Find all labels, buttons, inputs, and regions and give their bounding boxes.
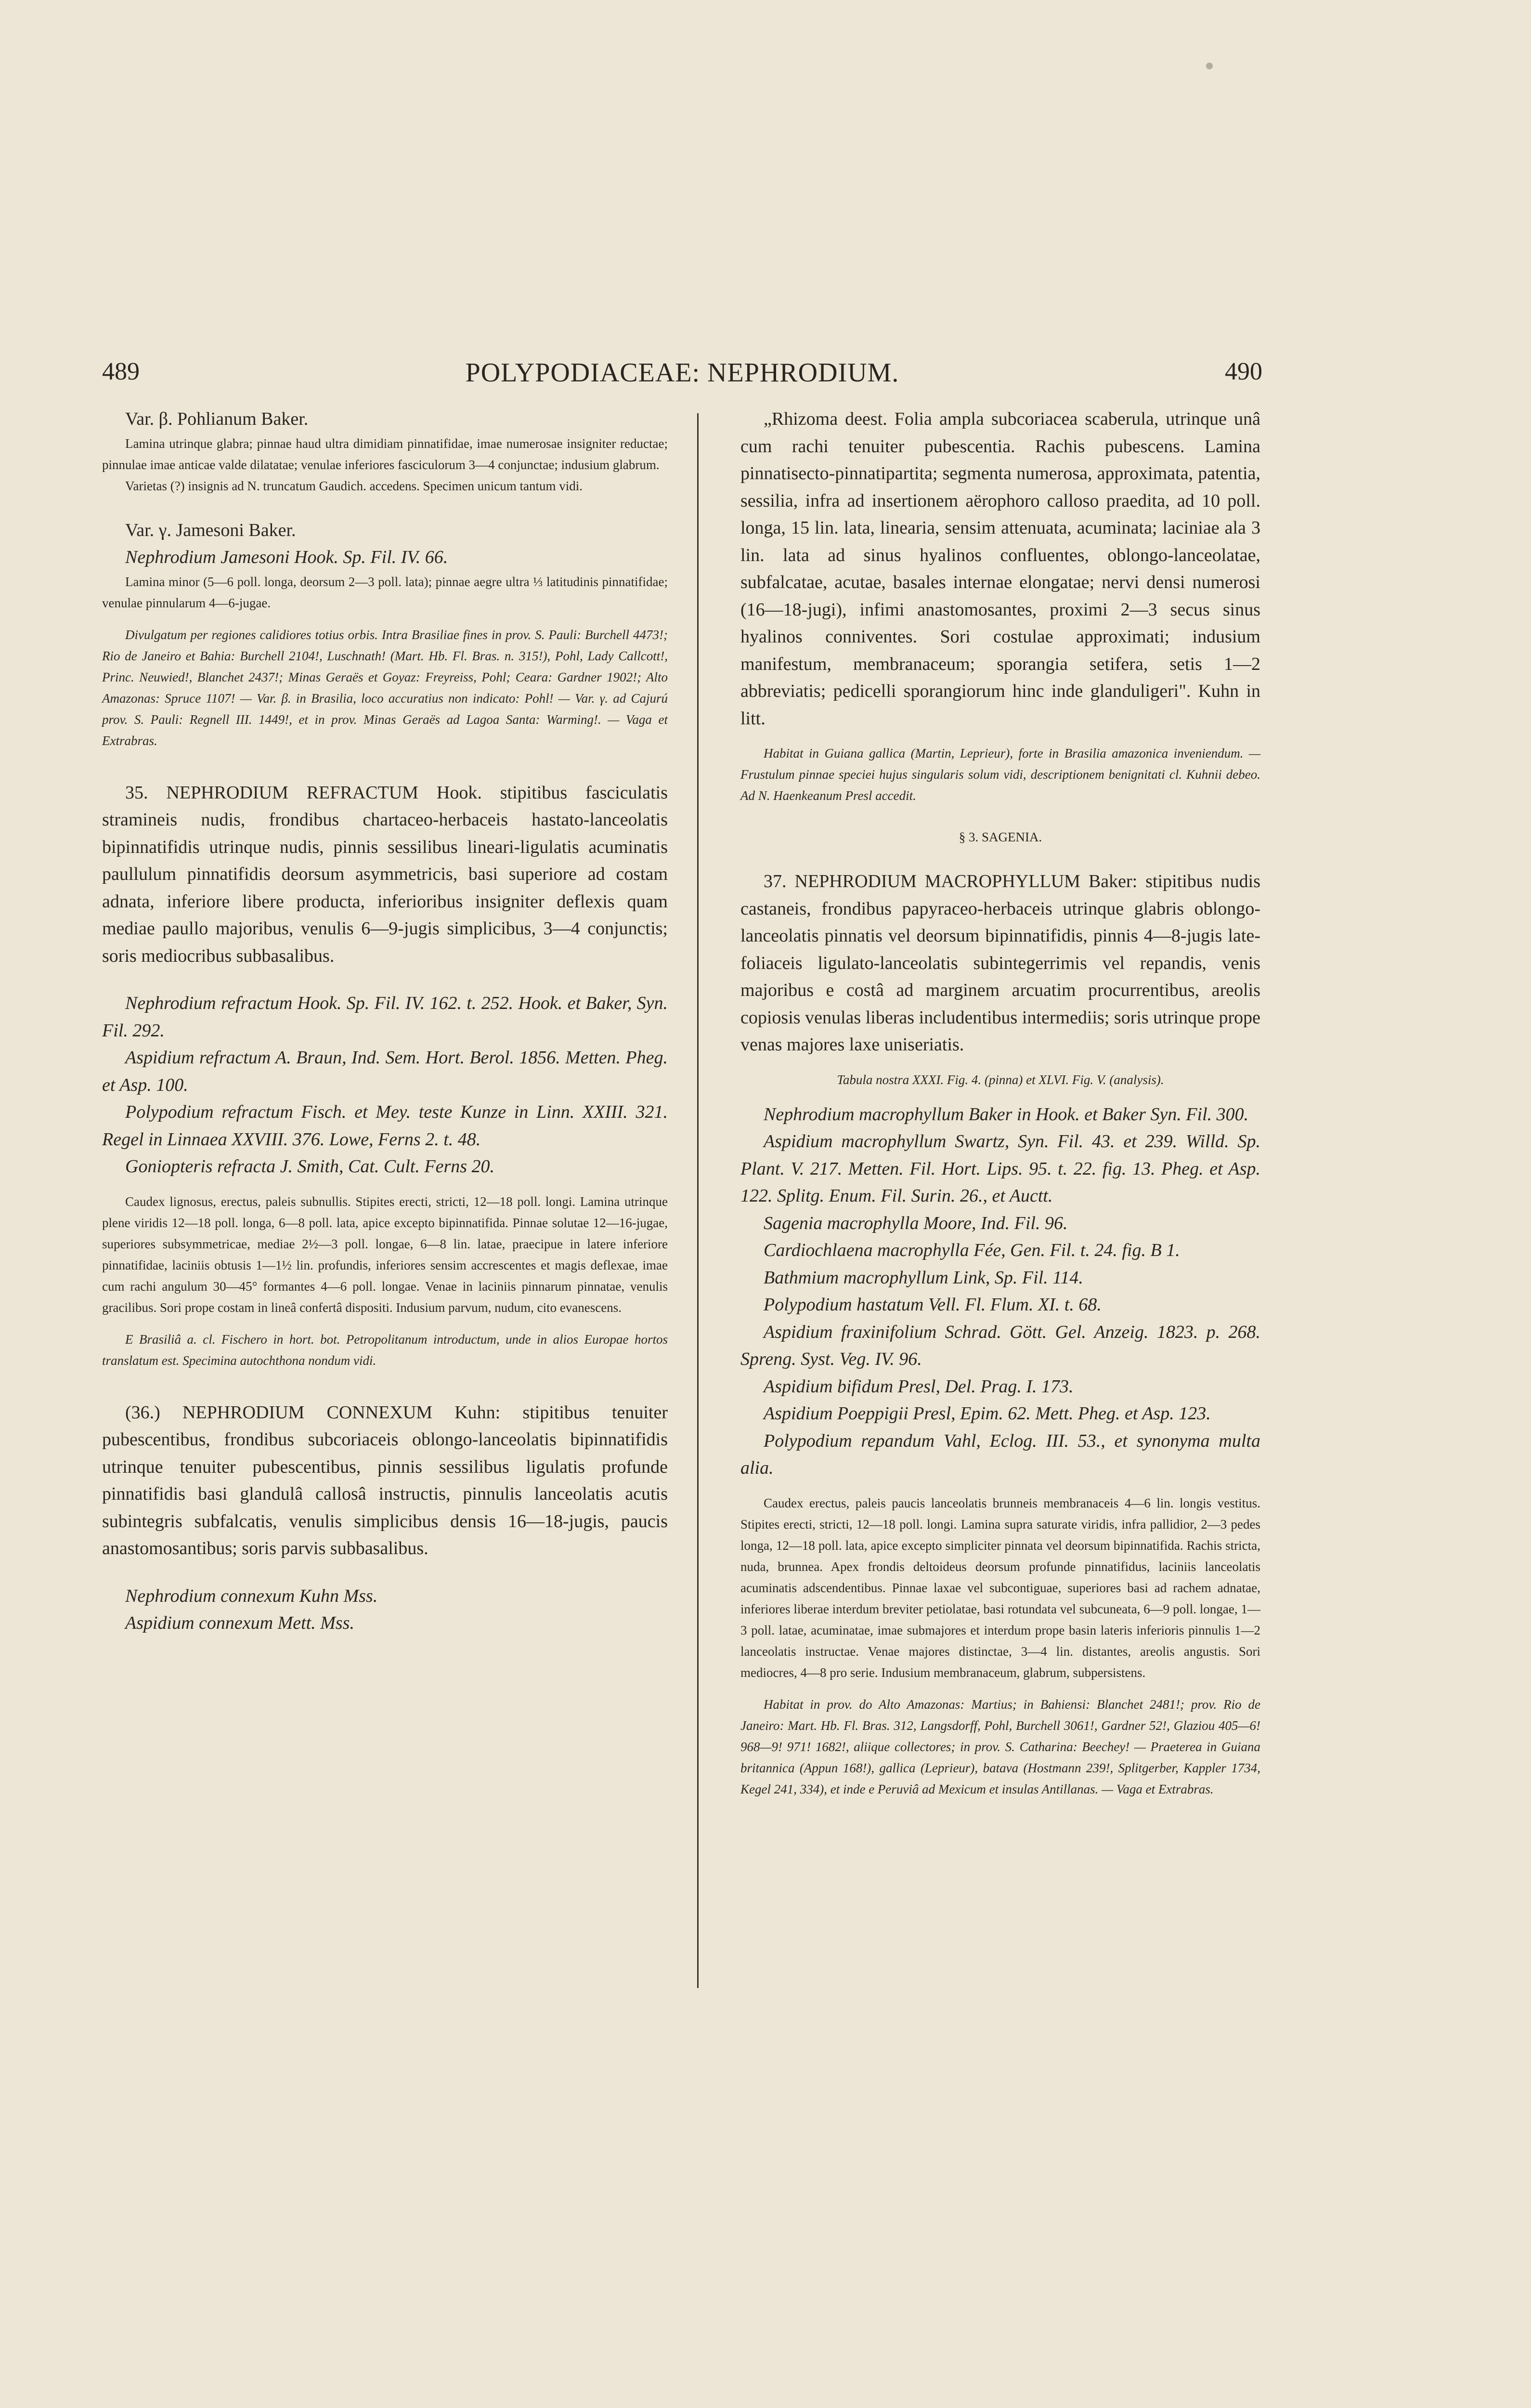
left-paragraph: Caudex lignosus, erectus, paleis subnullis. Stipites erecti, stricti, 12—18 poll. longi. Lamina utrinque plene viridis 12—18 poll. longa, 6—8 poll. lata, apice excepto bipinnatifida. Pinnae solutae 12—16-jugae, superiores subsymmetricae, mediae 2½—3 poll. longae, 6—8 lin. latae, praecipue in latere inferiore pinnatifidae, laciniis obtusis 1—1½ lin. profundis, inferiores sensim accrescentes et magis deflexae, imae cum rachi angulum 30—45° formantes 4—6 poll. longae. Venae in laciniis pinnarum pinnatae, venulis gracilibus. Sori prope costam in lineâ confertâ dispositi. Indusium parvum, nudum, cito evanescens. xyxy=(102,1194,668,1315)
paragraph-gap xyxy=(740,1090,1260,1101)
right-paragraph: Aspidium fraxinifolium Schrad. Gött. Gel. Anzeig. 1823. p. 268. Spreng. Syst. Veg. IV. 96. xyxy=(740,1322,1260,1369)
page-number-left: 489 xyxy=(102,358,140,385)
right-column xyxy=(740,406,1260,1800)
paragraph-gap xyxy=(740,1482,1260,1492)
left-paragraph: Lamina minor (5—6 poll. longa, deorsum 2—3 poll. lata); pinnae aegre ultra ⅓ latitudinis pinnatifidae; venulae pinnularum 4—6-jugae. xyxy=(102,574,668,610)
right-paragraph: Sagenia macrophylla Moore, Ind. Fil. 96. xyxy=(764,1213,1068,1233)
left-paragraph: Polypodium refractum Fisch. et Mey. teste Kunze in Linn. XXIII. 321. Regel in Linnaea XXVIII. 376. Lowe, Ferns 2. t. 48. xyxy=(102,1102,668,1150)
paragraph-gap xyxy=(740,1059,1260,1069)
right-paragraph: 37. NEPHRODIUM MACROPHYLLUM Baker: stipitibus nudis castaneis, frondibus papyraceo-herbaceis utrinque glabris oblongo-lanceolatis pinnatis vel deorsum bipinnatifidis, pinnis 4—8-jugis late-foliaceis ligulato-lanceolatis subintegerrimis vel repandis, venis majoribus e costâ ad marginem arcuatim procurrentibus, areolis copiosis venulas liberas includentibus intermediis; soris utrinque prope venas majores laxe uniseriatis. xyxy=(740,871,1260,1055)
left-paragraph: Goniopteris refracta J. Smith, Cat. Cult. Ferns 20. xyxy=(125,1156,495,1177)
left-paragraph: E Brasiliâ a. cl. Fischero in hort. bot. Petropolitanum introductum, unde in alios Europae hortos translatum est. Specimina autochthona nondum vidi. xyxy=(102,1332,668,1368)
paragraph-gap xyxy=(102,497,668,517)
paragraph-gap xyxy=(102,614,668,624)
column-divider xyxy=(697,413,699,1988)
paragraph-gap xyxy=(102,1318,668,1329)
left-paragraph: Divulgatum per regiones calidiores totius orbis. Intra Brasiliae fines in prov. S. Pauli: Burchell 4473!; Rio de Janeiro et Bahia: Burchell 2104!, Luschnath! (Mart. Hb. Fl. Bras. n. 315!), Pohl, Lady Callcott!, Princ. Neuwied!, Blanchet 2437!; Minas Geraës et Goyaz: Freyreiss, Pohl; Ceara: Gardner 1902!; Alto Amazonas: Spruce 1107! — Var. β. in Brasilia, loco accuratius non indicato: Pohl! — Var. γ. ad Cajurú prov. S. Pauli: Regnell III. 1449!, et in prov. Minas Geraës ad Lagoa Santa: Warming!. — Vaga et Extrabras. xyxy=(102,627,668,748)
paragraph-gap xyxy=(102,1562,668,1583)
left-paragraph: (36.) NEPHRODIUM CONNEXUM Kuhn: stipitibus tenuiter pubescentibus, frondibus subcoriaceis oblongo-lanceolatis bipinnatifidis utrinque tenuiter pubescentibus, pinnis sessilibus ligulatis profunde pinnatifidis basi glandulâ callosâ instructis, pinnulis lanceolatis acutis subintegris subfalcatis, venulis simplicibus densis 16—18-jugis, paucis anastomosantibus; soris parvis subbasalibus. xyxy=(102,1402,668,1558)
right-paragraph: Habitat in Guiana gallica (Martin, Leprieur), forte in Brasilia amazonica inveniendum. — Frustulum pinnae speciei hujus singularis solum vidi, descriptionem benignitati cl. Kuhnii debeo. Ad N. Haenkeanum Presl accedit. xyxy=(740,746,1260,803)
paragraph-gap xyxy=(740,848,1260,868)
right-paragraph: Polypodium repandum Vahl, Eclog. III. 53., et synonyma multa alia. xyxy=(740,1430,1260,1478)
paragraph-gap xyxy=(102,1371,668,1399)
right-paragraph: „Rhizoma deest. Folia ampla subcoriacea scaberula, utrinque unâ cum rachi tenuiter pubescentia. Rachis pubescens. Lamina pinnatisecto-pinnatipartita; segmenta numerosa, approximata, patentia, sessilia, infra ad insertionem aërophoro calloso praedita, ad 10 poll. longa, 15 lin. lata, linearia, sensim attenuata, acuminata; laciniae ala 3 lin. lata ad sinus hyalinos confluentes, oblongo-lanceolatae, subfalcatae, acutae, basales internae elongatae; nervi densi numerosi (16—18-jugi), infimi anastomosantes, proximi 2—3 secus sinus hyalinos conniventes. Sori costulae approximati; indusium manifestum, membranaceum; sporangia setifera, setis 1—2 abbreviatis; pedicelli sporangiorum hinc inde glanduligeri". Kuhn in litt. xyxy=(740,409,1260,729)
right-paragraph: Cardiochlaena macrophylla Fée, Gen. Fil. t. 24. fig. B 1. xyxy=(764,1240,1180,1260)
left-column xyxy=(102,406,668,1637)
right-paragraph: Tabula nostra XXXI. Fig. 4. (pinna) et XLVI. Fig. V. (analysis). xyxy=(837,1072,1164,1087)
page-number-right: 490 xyxy=(1225,358,1262,385)
right-paragraph: Polypodium hastatum Vell. Fl. Flum. XI. t. 68. xyxy=(764,1295,1102,1315)
paragraph-gap xyxy=(102,751,668,779)
left-paragraph: Aspidium refractum A. Braun, Ind. Sem. Hort. Berol. 1856. Metten. Pheg. et Asp. 100. xyxy=(102,1047,668,1095)
paragraph-gap xyxy=(102,1180,668,1191)
left-paragraph: Nephrodium connexum Kuhn Mss. xyxy=(125,1585,378,1606)
right-paragraph: Bathmium macrophyllum Link, Sp. Fil. 114. xyxy=(764,1267,1083,1288)
right-paragraph: Nephrodium macrophyllum Baker in Hook. et Baker Syn. Fil. 300. xyxy=(764,1104,1249,1125)
right-paragraph: § 3. SAGENIA. xyxy=(959,830,1042,844)
left-paragraph: Nephrodium refractum Hook. Sp. Fil. IV. 162. t. 252. Hook. et Baker, Syn. Fil. 292. xyxy=(102,993,668,1041)
running-title: POLYPODIACEAE: NEPHRODIUM. xyxy=(465,358,899,388)
left-paragraph: Nephrodium Jamesoni Hook. Sp. Fil. IV. 66. xyxy=(125,547,448,567)
left-paragraph: Var. γ. Jamesoni Baker. xyxy=(125,520,296,540)
right-paragraph: Caudex erectus, paleis paucis lanceolatis brunneis membranaceis 4—6 lin. longis vestitus. Stipites erecti, stricti, 12—18 poll. longi. Lamina supra saturate viridis, infra pallidior, 2—3 pedes longa, 12—18 poll. lata, apice excepto simpliciter pinnata vel deorsum bipinnatifida. Rachis stricta, nuda, brunnea. Apex frondis deltoideus deorsum profunde pinnatifidus, laciniis lanceolatis acuminatis adscendentibus. Pinnae laxae vel subcontiguae, superiores basi ad rachem adnatae, inferiores liberae interdum breviter petiolatae, basi rotundata vel subcuneata, 6—9 poll. longae, 1—3 poll. latae, acuminatae, imae submajores et interdum prope basin lateris inferioris pinnulis 1—2 lanceolatis instructae. Venae majores distinctae, 3—4 lin. distantes, areolis angustis. Sori mediocres, 4—8 pro serie. Indusium membranaceum, glabrum, subpersistens. xyxy=(740,1495,1260,1680)
right-paragraph: Aspidium bifidum Presl, Del. Prag. I. 173. xyxy=(764,1376,1074,1397)
left-paragraph: Var. β. Pohlianum Baker. xyxy=(125,409,309,429)
right-paragraph: Aspidium macrophyllum Swartz, Syn. Fil. 43. et 239. Willd. Sp. Plant. V. 217. Metten. Fil. Hort. Lips. 95. t. 22. fig. 13. Pheg. et Asp. 122. Splitg. Enum. Fil. Surin. 26., et Auctt. xyxy=(740,1131,1260,1206)
left-paragraph: Lamina utrinque glabra; pinnae haud ultra dimidiam pinnatifidae, imae numerosae insigniter reductae; pinnulae imae anticae valde dilatatae; venulae inferiores fasciculorum 3—4 conjunctae; indusium glabrum. xyxy=(102,436,668,472)
paragraph-gap xyxy=(102,969,668,990)
paragraph-gap xyxy=(740,1683,1260,1694)
running-header xyxy=(102,357,1262,401)
left-paragraph: Varietas (?) insignis ad N. truncatum Gaudich. accedens. Specimen unicum tantum vidi. xyxy=(125,478,583,493)
ink-speck xyxy=(1206,63,1213,69)
paragraph-gap xyxy=(740,806,1260,826)
right-paragraph: Habitat in prov. do Alto Amazonas: Martius; in Bahiensi: Blanchet 2481!; prov. Rio de Janeiro: Mart. Hb. Fl. Bras. 312, Langsdorff, Pohl, Burchell 3061!, Gardner 52!, Glaziou 405—6! 968—9! 971! 1682!, aliique collectores; in prov. S. Catharina: Beechey! — Praeterea in Guiana britannica (Appun 168!), gallica (Leprieur), batava (Hostmann 239!, Splitgerber, Kappler 1734, Kegel 241, 334), et inde e Peruviâ ad Mexicum et insulas Antillanas. — Vaga et Extrabras. xyxy=(740,1697,1260,1796)
paragraph-gap xyxy=(740,732,1260,743)
left-paragraph: 35. NEPHRODIUM REFRACTUM Hook. stipitibus fasciculatis stramineis nudis, frondibus chartaceo-herbaceis hastato-lanceolatis bipinnatifidis utrinque nudis, pinnis sessilibus lineari-ligulatis acuminatis paullulum pinnatifidis deorsum asymmetricis, basi superiore ad costam adnata, inferiore libere producta, inferioribus insigniter deflexis quam mediae paullo majoribus, venulis 6—9-jugis simplicibus, 3—4 conjunctis; soris mediocribus subbasalibus. xyxy=(102,782,668,966)
left-paragraph: Aspidium connexum Mett. Mss. xyxy=(125,1613,354,1633)
right-paragraph: Aspidium Poeppigii Presl, Epim. 62. Mett. Pheg. et Asp. 123. xyxy=(764,1403,1211,1424)
